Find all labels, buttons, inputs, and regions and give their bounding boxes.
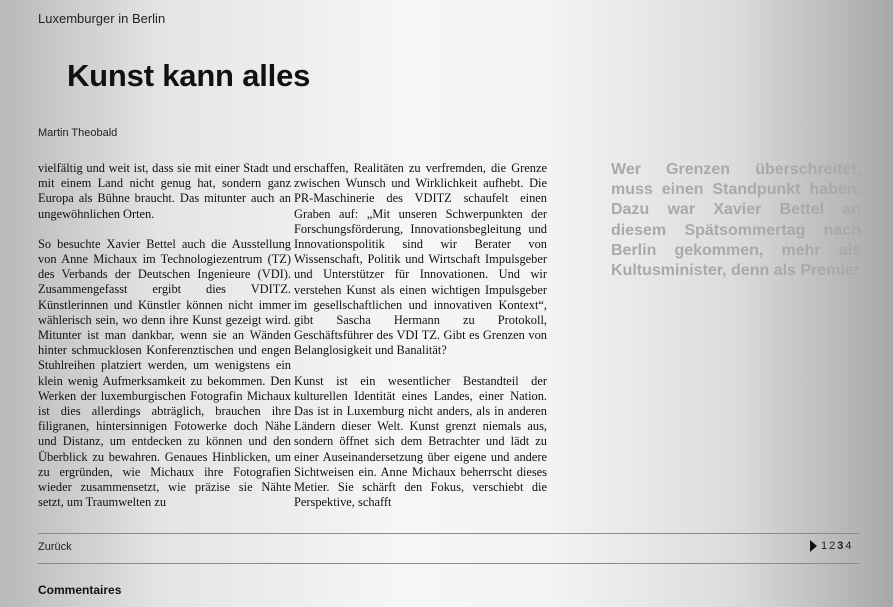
pull-quote: Wer Grenzen überschreitet, muss einen Standpunkt haben. Dazu war Xavier Bettel an diesem Spätsommertag nach Berlin gekommen, mehr als Kultusminister, denn als Premier <box>611 161 861 280</box>
article-column-1 <box>38 161 291 525</box>
footer-divider-bottom <box>38 563 859 564</box>
page-link-1[interactable]: 1 <box>821 540 828 552</box>
paragraph: Kunst ist ein wesentlicher Bestandteil der kulturellen Identität eines Landes, einer Nation. Das ist in Luxemburg nicht anders, als in anderen Ländern dieser Welt. Kunst grenzt niemals aus, sondern öffnet sich dem Betrachter und lädt zu einer Auseinandersetzung über eigene und andere Sichtweisen ein. Anne Michaux beherrscht dieses Metier. Sie schärft den Fokus, verschiebt die Perspektive, schafft <box>294 373 547 510</box>
author-name: Martin Theobald <box>38 127 118 139</box>
footer-divider-top <box>38 533 859 534</box>
page-link-3[interactable]: 3 <box>837 540 844 552</box>
paragraph: vielfältig und weit ist, dass sie mit einer Stadt und mit einem Land nicht genug hat, sondern ganz Europa als Bühne braucht. Das mitunter auch an ungewöhnlichen Orten. <box>38 161 291 221</box>
article-kicker: Luxemburger in Berlin <box>38 11 166 26</box>
play-arrow-icon[interactable] <box>810 540 817 552</box>
page-link-2[interactable]: 2 <box>829 540 836 552</box>
article-column-2 <box>294 161 547 525</box>
paragraph: So besuchte Xavier Bettel auch die Ausstellung von Anne Michaux im Technologiezentrum (TZ) des Verbands der Deutschen Ingenieure (VDI). Zusammengefasst ergibt dies VDITZ. Künstlerinnen und Künstler können nicht immer wählerisch sein, wo denn ihre Kunst gezeigt wird. Mitunter ist man dankbar, wenn sie an Wänden hinter schmucklosen Konferenztischen und engen Stuhlreihen platziert werden, um wenigstens ein klein wenig Aufmerksamkeit zu bekommen. Den Werken der luxemburgischen Fotografin Michaux ist dies allerdings abträglich, brauchen ihre filigranen, hintersinnigen Fotowerke doch Nähe und Distanz, um entdecken zu können und den Überblick zu bewahren. Genaues Hinblicken, um zu ergründen, wie Michaux ihre Fotografien wieder zusammensetzt, wie präzise sie Nähte setzt, um Traumwelten zu <box>38 236 291 510</box>
comments-heading: Commentaires <box>38 583 122 597</box>
page-title: Kunst kann alles <box>67 58 311 93</box>
page-link-4[interactable]: 4 <box>845 540 852 552</box>
back-link[interactable]: Zurück <box>38 541 72 553</box>
paragraph: erschaffen, Realitäten zu verfremden, die Grenze zwischen Wunsch und Wirklichkeit aufhebt. Die PR-Maschinerie des VDITZ schaufelt einen Graben auf: „Mit unseren Schwerpunkten der Forschungsförderung, Innovationsbegleitung und Innovationspolitik sind wir Berater von Wissenschaft, Politik und Wirtschaft Impulsgeber und Unterstützer für Innovationen. Und wir verstehen Kunst als einen wichtigen Impulsgeber im gesellschaftlichen und innovativen Kontext“, gibt Sascha Hermann zu Protokoll, Geschäftsführer des VDI TZ. Gibt es Grenzen von Belanglosigkeit und Banalität? <box>294 161 547 358</box>
pagination <box>810 540 853 552</box>
